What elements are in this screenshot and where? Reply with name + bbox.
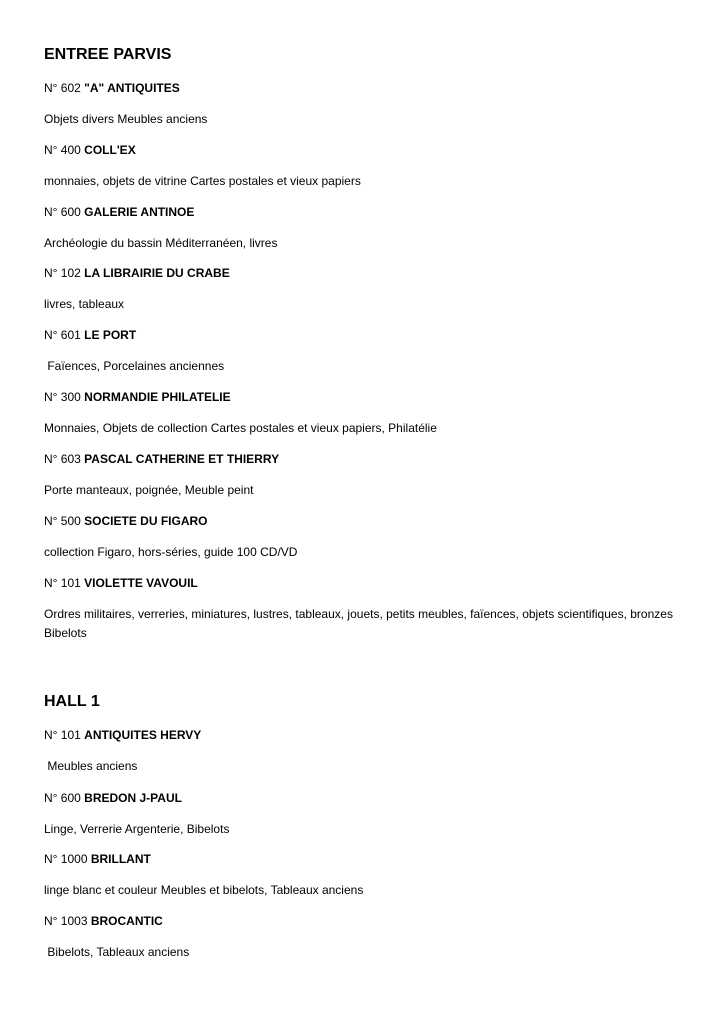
- entry-number: N° 101: [44, 728, 81, 742]
- entry-description: Archéologie du bassin Méditerranéen, livres: [44, 236, 278, 250]
- entry-description: livres, tableaux: [44, 297, 125, 311]
- entry-description: Linge, Verrerie Argenterie, Bibelots: [44, 822, 230, 836]
- entry-number: N° 300: [44, 390, 81, 404]
- entry-name: LA LIBRAIRIE DU CRABE: [84, 266, 230, 280]
- entry-600-galerie-antinoe: [44, 204, 194, 220]
- entry-name: "A" ANTIQUITES: [84, 81, 180, 95]
- entry-number: N° 603: [44, 452, 81, 466]
- entry-name: PASCAL CATHERINE ET THIERRY: [84, 452, 280, 466]
- entry-description: Monnaies, Objets de collection Cartes postales et vieux papiers, Philatélie: [44, 421, 437, 435]
- entry-number: N° 500: [44, 514, 81, 528]
- entry-500-societe-du-figaro: [44, 513, 208, 529]
- entry-description: monnaies, objets de vitrine Cartes postales et vieux papiers: [44, 174, 361, 188]
- entry-101-antiquites-hervy: [44, 727, 201, 743]
- entry-1003-brocantic: [44, 913, 163, 929]
- section-heading-entree-parvis: ENTREE PARVIS: [44, 46, 172, 63]
- entry-description: Bibelots, Tableaux anciens: [44, 945, 190, 959]
- entry-number: N° 602: [44, 81, 81, 95]
- entry-name: LE PORT: [84, 328, 137, 342]
- entry-name: GALERIE ANTINOE: [84, 205, 195, 219]
- entry-300-normandie-philatelie: [44, 389, 231, 405]
- entry-600-bredon-j-paul: [44, 790, 182, 806]
- entry-400-coll-ex: [44, 142, 136, 158]
- entry-number: N° 101: [44, 576, 81, 590]
- section-heading-hall-1: HALL 1: [44, 693, 100, 710]
- entry-number: N° 601: [44, 328, 81, 342]
- entry-description: linge blanc et couleur Meubles et bibelots, Tableaux anciens: [44, 883, 364, 897]
- entry-name: COLL'EX: [84, 143, 136, 157]
- entry-name: ANTIQUITES HERVY: [84, 728, 202, 742]
- entry-number: N° 600: [44, 205, 81, 219]
- entry-name: NORMANDIE PHILATELIE: [84, 390, 231, 404]
- entry-description: Porte manteaux, poignée, Meuble peint: [44, 483, 254, 497]
- entry-1000-brillant: [44, 851, 151, 867]
- entry-description: Faïences, Porcelaines anciennes: [44, 359, 225, 373]
- entry-description: Meubles anciens: [44, 759, 138, 773]
- entry-name: VIOLETTE VAVOUIL: [84, 576, 198, 590]
- entry-number: N° 102: [44, 266, 81, 280]
- entry-602-antiquites: [44, 80, 180, 96]
- entry-number: N° 400: [44, 143, 81, 157]
- entry-number: N° 1000: [44, 852, 88, 866]
- entry-description: Objets divers Meubles anciens: [44, 112, 208, 126]
- entry-601-le-port: [44, 327, 136, 343]
- entry-number: N° 600: [44, 791, 81, 805]
- entry-name: SOCIETE DU FIGARO: [84, 514, 208, 528]
- entry-name: BRILLANT: [90, 852, 151, 866]
- entry-name: BREDON J-PAUL: [84, 791, 182, 805]
- entry-description: Ordres militaires, verreries, miniatures, lustres, tableaux, jouets, petits meubles, faïences, objets scientifiques, bronzes Bibelots: [44, 607, 677, 640]
- entry-description: collection Figaro, hors-séries, guide 100 CD/VD: [44, 545, 298, 559]
- entry-name: BROCANTIC: [90, 914, 163, 928]
- entry-102-librairie-du-crabe: [44, 265, 230, 281]
- entry-101-violette-vavouil: [44, 575, 198, 591]
- entry-603-pascal-catherine-thierry: [44, 451, 279, 467]
- entry-number: N° 1003: [44, 914, 88, 928]
